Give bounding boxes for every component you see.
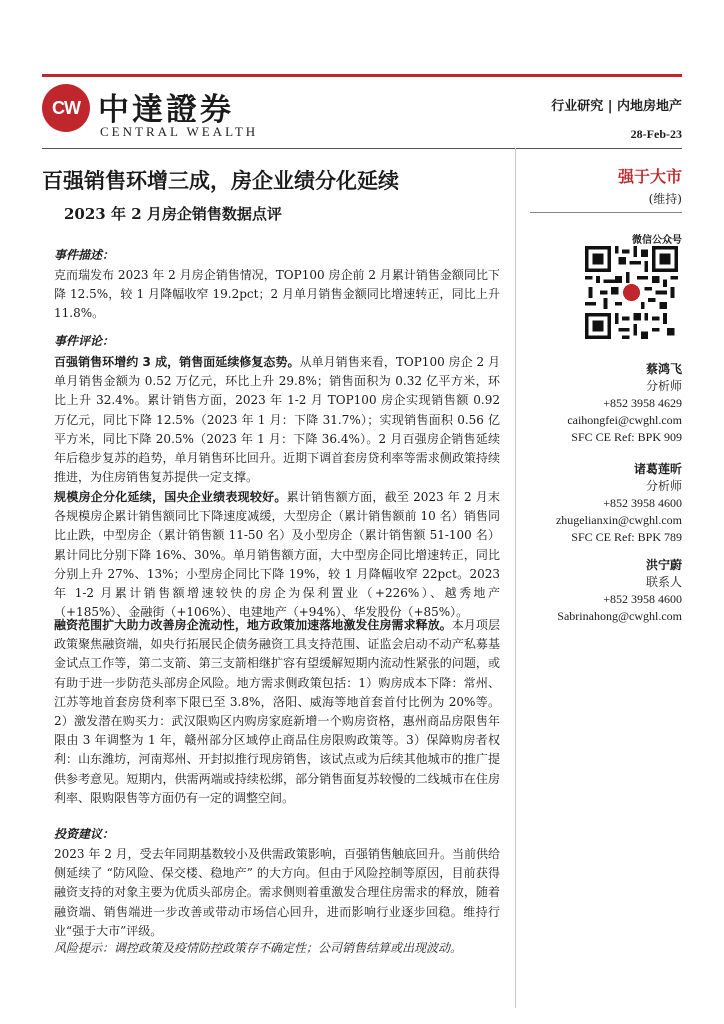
paragraph-body: 本月项层政策聚焦融资端，如央行拓展民企债务融资工具支持范围、证监会启动不动产私募基金试点工作等，第二支箭、第三支箭相继扩容有望缓解短期内流动性紧张的问题，或有助于进一步防范头部房企风险。地方需求侧政策包括：1）购房成本下降：常州、江苏等地首套房贷利率下限已至 3.8%，洛阳、威海等地首套首付比例为 20%等。2）激发潜在购买力：武汉限购区内购房家庭新增一个购房资格，惠州商品房限售年限由 3 年调整为 1 年，赣州部分区域停止商品住房限购政策等。3）保障购房者权利：山东潍坊，河南郑州、开封拟推行现房销售，该试点或为后续其他城市的推广提供参考意见。短期内，供需两端或持续松绑，部分销售面复苏较慢的二线城市在住房利率、限购限售等方面仍有一定的调整空间。 xyxy=(54,618,500,805)
rating-status: (维持) xyxy=(648,192,682,206)
paragraph-lead: 百强销售环增约 3 成，销售面延续修复态势。 xyxy=(54,355,300,369)
advice-text: 2023 年 2 月，受去年同期基数较小及供需政策影响，百强销售触底回升。当前供给侧延续了 “防风险、保交楼、稳地产” 的大方向。但由于风险控制等原因，目前获得融资支持的对象主要为优质头部房企。需求侧则着重激发合理住房需求的释放，随着融资端、销售端进一步改善或带动市场信心回升，进而影响行业逐步回稳。维持行业“强于大市”评级。 xyxy=(54,847,500,938)
rating-label: 强于大市 xyxy=(617,167,682,186)
analyst-name: 蔡鸿飞 xyxy=(645,362,682,376)
analyst-card xyxy=(522,557,682,625)
analyst-ref: SFC CE Ref: BPK 909 xyxy=(571,430,682,444)
paragraph-policy xyxy=(54,616,500,808)
header-rule xyxy=(42,148,682,149)
qr-code-icon[interactable] xyxy=(585,246,678,339)
analyst-role: 分析师 xyxy=(645,479,682,493)
report-title: 百强销售环增三成，房企业绩分化延续 xyxy=(42,169,399,193)
paragraph-lead: 融资范围扩大助力改善房企流动性，地方政策加速落地激发住房需求释放。 xyxy=(54,618,452,632)
analyst-phone: +852 3958 4629 xyxy=(603,396,682,410)
advice-heading: 投资建议： xyxy=(54,827,115,841)
analyst-card xyxy=(522,361,682,446)
analyst-name: 洪宁蔚 xyxy=(645,558,682,572)
analyst-name: 诸葛莲昕 xyxy=(633,462,682,476)
brand-name-en: CENTRAL WEALTH xyxy=(100,124,259,139)
analyst-role: 分析师 xyxy=(645,379,682,393)
analyst-role: 联系人 xyxy=(645,575,682,589)
analyst-ref: SFC CE Ref: BPK 789 xyxy=(571,530,682,544)
analyst-phone: +852 3958 4600 xyxy=(603,496,682,510)
analyst-email[interactable]: zhugelianxin@cwghl.com xyxy=(555,513,682,527)
analyst-email[interactable]: caihongfei@cwghl.com xyxy=(567,413,682,427)
paragraph-body: 累计销售额方面，截至 2023 年 2 月末各规模房企累计销售额同比下降速度减缓，大型房企（累计销售额前 10 名）销售同比止跌，中型房企（累计销售额 11-50 名）及小型房企（累计销售额 51-100 名）累计同比分别下降 16%、30%。单月销售额方面，大中型房企同比增速转正，同比分别上升 27%、13%；小型房企同比下降 19%，较 1 月降幅收窄 22pct。2023 年 1-2 月累计销售额增速较快的房企为保利置业（+226%）、越秀地产（+185%）、金融街（+106%）、电建地产（+94%）、华发股份（+85%）。 xyxy=(54,490,500,620)
event-heading: 事件描述： xyxy=(54,248,115,262)
paragraph-developers xyxy=(54,488,500,622)
risk-text: 风险提示：调控政策及疫情防控政策存不确定性；公司销售结算或出现波动。 xyxy=(54,941,463,955)
brand-mark: CW xyxy=(52,98,80,118)
report-subtitle: 2023 年 2 月房企销售数据点评 xyxy=(64,205,282,223)
wechat-label: 微信公众号 xyxy=(632,235,682,246)
rating-rule xyxy=(530,212,682,213)
analyst-email[interactable]: Sabrinahong@cwghl.com xyxy=(557,609,682,623)
brand-logo xyxy=(42,84,90,132)
event-text: 克而瑞发布 2023 年 2 月房企销售情况，TOP100 房企前 2 月累计销售金额同比下降 12.5%，较 1 月降幅收窄 19.2pct；2 月单月销售金额同比增速转正，同比上升 11.8%。 xyxy=(54,268,500,321)
comment-heading: 事件评论： xyxy=(54,334,115,348)
sidebar-divider xyxy=(515,148,516,1008)
paragraph-body: 从单月销售来看，TOP100 房企 2 月单月销售金额为 0.52 万亿元，环比上升 29.8%；销售面积为 0.32 亿平方米，环比上升 32.4%。累计销售方面，2023 年 1-2 月 TOP100 房企实现销售额 0.92 万亿元，同比下降 12.5%（2023 年 1 月：下降 31.7%）；实现销售面积 0.56 亿平方米，同比下降 20.5%（2023 年 1 月：下降 36.4%）。2 月百强房企销售延续年后稳步复苏的趋势，单月销售环比回升。近期下调首套房贷利率等需求侧政策持续推进，为住房销售复苏提供一定支撑。 xyxy=(54,355,500,485)
report-date: 28-Feb-23 xyxy=(630,127,682,141)
paragraph-lead: 规模房企分化延续，国央企业绩表现较好。 xyxy=(54,490,287,504)
analyst-card xyxy=(522,461,682,546)
top-rule xyxy=(42,74,682,77)
brand-name-zh: 中達證券 xyxy=(98,92,234,128)
report-category: 行业研究 | 内地房地产 xyxy=(551,99,682,114)
paragraph-sales xyxy=(54,353,500,487)
analyst-phone: +852 3958 4600 xyxy=(603,592,682,606)
